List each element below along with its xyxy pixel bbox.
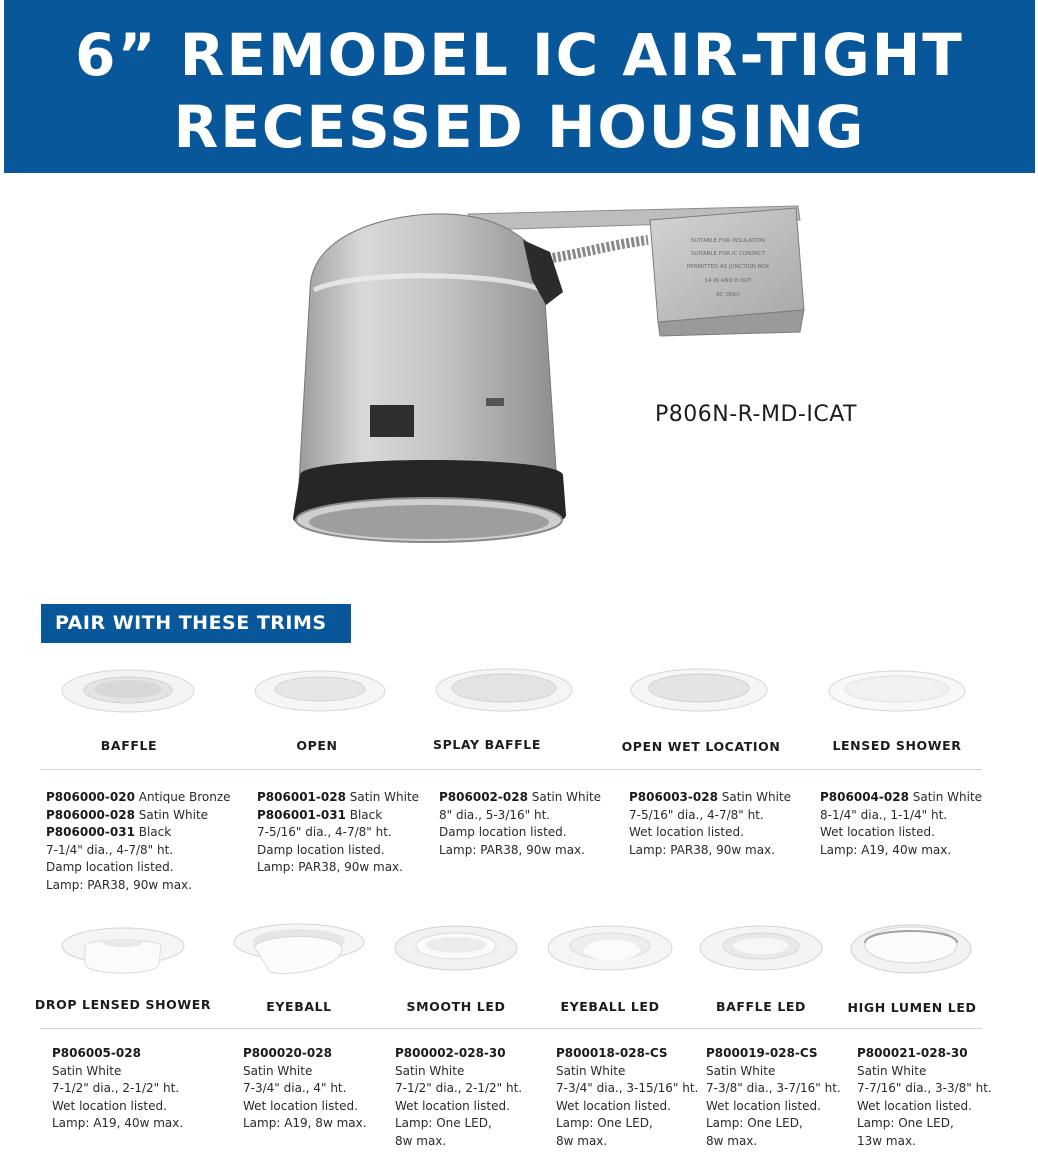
spec-line: 8w max. [556,1133,608,1148]
title-banner [4,0,1035,173]
spec-line: Lamp: One LED, [706,1116,803,1130]
model-number: P806N-R-MD-ICAT [655,402,857,427]
spec-baffle [46,789,231,894]
product-code: P806001-031 [257,807,346,822]
spec-line: 8-1/4" dia., 1-1/4" ht. [820,807,948,822]
baffle-trim-image [60,668,196,714]
product-code: P806005-028 [52,1046,141,1060]
product-code: P806000-020 [46,790,135,804]
finish: Satin White [345,790,420,804]
divider-row2 [40,1028,982,1029]
product-code: P806002-028 [439,790,528,804]
lensed-shower-trim-image [827,668,967,714]
spec-line: 8w max. [706,1133,758,1148]
spec-line: Satin White [395,1063,465,1078]
product-code: P806000-028 [46,807,135,822]
trim-name-open-wet-location: OPEN WET LOCATION [621,739,781,754]
eyeball-trim-image [232,922,366,978]
spec-drop-lensed-shower [52,1045,183,1133]
title-line-1: 6” REMODEL IC AIR-TIGHT [75,21,964,89]
finish: Black [134,825,172,839]
finish: Satin White [134,807,209,822]
product-code: P806001-028 [257,790,346,804]
spec-line: 7-1/4" dia., 4-7/8" ht. [46,842,174,857]
finish: Satin White [717,790,792,804]
trim-name-lensed-shower: LENSED SHOWER [832,738,962,753]
spec-line: 13w max. [857,1133,916,1148]
finish: Antique Bronze [134,790,231,804]
spec-line: 7-3/4" dia., 3-15/16" ht. [556,1081,699,1095]
trim-name-baffle: BAFFLE [100,738,158,753]
spec-line: 7-5/16" dia., 4-7/8" ht. [629,807,764,822]
spec-open [257,789,419,877]
svg-text:SUITABLE FOR INSULATION: SUITABLE FOR INSULATION [690,238,766,244]
product-code: P800019-028-CS [706,1046,818,1060]
spec-line: Wet location listed. [395,1098,510,1113]
finish: Black [345,807,383,822]
eyeball-led-trim-image [546,924,674,972]
spec-lensed-shower [820,789,982,859]
spec-line: Wet location listed. [629,825,744,839]
product-code: P806004-028 [820,790,909,804]
spec-line: Lamp: A19, 8w max. [243,1116,367,1130]
product-code: P800020-028 [243,1046,332,1060]
spec-line: Damp location listed. [257,842,385,857]
spec-line: Wet location listed. [857,1098,972,1113]
open-wet-location-trim-image [629,667,769,713]
section-header: PAIR WITH THESE TRIMS [41,604,351,643]
svg-text:AC ONLY: AC ONLY [716,292,740,298]
spec-line: Satin White [52,1063,122,1078]
spec-line: Lamp: A19, 40w max. [820,842,952,857]
trim-name-high-lumen-led: HIGH LUMEN LED [847,1000,977,1015]
spec-smooth-led [395,1045,522,1150]
title-line-2: RECESSED HOUSING [173,93,866,161]
spec-line: 7-1/2" dia., 2-1/2" ht. [52,1081,180,1095]
spec-line: Wet location listed. [52,1098,167,1113]
spec-line: Damp location listed. [439,825,567,839]
product-code: P800002-028-30 [395,1046,506,1060]
splay-baffle-trim-image [434,667,574,713]
svg-text:SUITABLE FOR IC CONTACT: SUITABLE FOR IC CONTACT [690,251,766,257]
product-code: P800021-028-30 [857,1046,968,1060]
spec-line: Lamp: PAR38, 90w max. [439,842,585,857]
spec-line: Wet location listed. [556,1098,671,1113]
trim-name-eyeball: EYEBALL [266,999,332,1014]
spec-line: 7-5/16" dia., 4-7/8" ht. [257,825,392,839]
trim-name-drop-lensed-shower: DROP LENSED SHOWER [34,997,212,1012]
trim-name-open: OPEN [296,738,338,753]
high-lumen-led-trim-image [849,921,973,975]
trim-name-splay-baffle: SPLAY BAFFLE [433,737,541,752]
trim-name-baffle-led: BAFFLE LED [715,999,807,1014]
spec-line: 7-3/4" dia., 4" ht. [243,1081,347,1095]
smooth-led-trim-image [393,924,519,974]
spec-eyeball-led [556,1045,698,1150]
baffle-led-trim-image [698,924,824,972]
spec-line: 8w max. [395,1133,447,1148]
spec-open-wet-location [629,789,791,859]
spec-line: Satin White [243,1063,313,1078]
svg-text:PERMITTED AS JUNCTION BOX: PERMITTED AS JUNCTION BOX [686,264,770,270]
drop-lensed-shower-trim-image [60,924,186,976]
product-code: P806000-031 [46,825,135,839]
spec-line: Wet location listed. [706,1098,821,1113]
spec-line: Wet location listed. [820,825,935,839]
spec-baffle-led [706,1045,841,1150]
trim-name-smooth-led: SMOOTH LED [406,999,506,1014]
spec-line: 7-1/2" dia., 2-1/2" ht. [395,1081,523,1095]
svg-text:14 IN AND 8 OUT: 14 IN AND 8 OUT [704,278,752,284]
product-code: P806003-028 [629,790,718,804]
spec-line: 7-7/16" dia., 3-3/8" ht. [857,1081,992,1095]
open-trim-image [253,668,387,714]
spec-line: Lamp: One LED, [556,1116,653,1130]
divider-row1 [40,769,982,770]
trim-name-eyeball-led: EYEBALL LED [560,999,660,1014]
spec-line: Lamp: A19, 40w max. [52,1116,184,1130]
spec-line: Lamp: PAR38, 90w max. [257,860,403,874]
spec-line: 7-3/8" dia., 3-7/16" ht. [706,1081,841,1095]
spec-line: Satin White [706,1063,776,1078]
spec-line: Lamp: PAR38, 90w max. [629,842,775,857]
spec-eyeball [243,1045,367,1133]
finish: Satin White [908,790,983,804]
spec-line: Lamp: PAR38, 90w max. [46,877,192,892]
finish: Satin White [527,790,602,804]
spec-line: Damp location listed. [46,860,174,874]
recessed-housing-image [288,200,818,560]
spec-line: Satin White [556,1063,626,1078]
spec-line: Wet location listed. [243,1098,358,1113]
product-code: P800018-028-CS [556,1046,668,1060]
spec-line: Lamp: One LED, [395,1116,492,1130]
spec-line: 8" dia., 5-3/16" ht. [439,807,551,822]
spec-high-lumen-led [857,1045,992,1150]
spec-line: Lamp: One LED, [857,1116,954,1130]
spec-line: Satin White [857,1063,927,1078]
spec-splay-baffle [439,789,601,859]
